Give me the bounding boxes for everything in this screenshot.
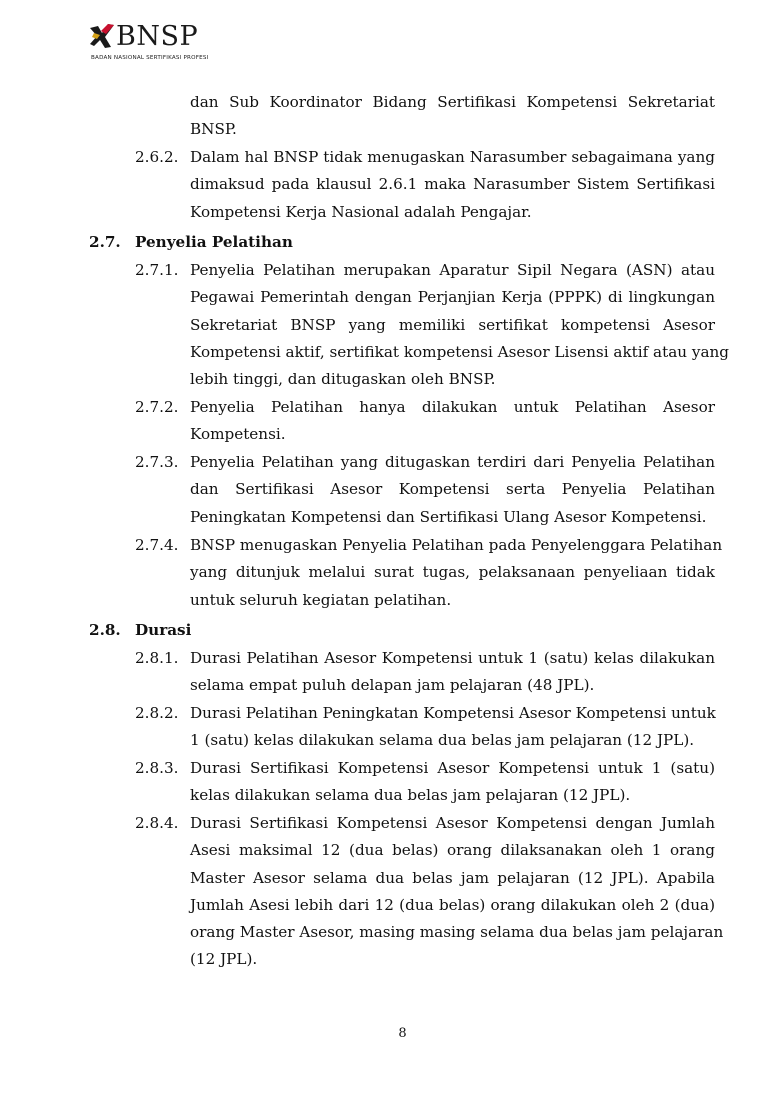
- item-number: 2.8.4.: [135, 814, 179, 832]
- text-line: Durasi Pelatihan Asesor Kompetensi untuk 1 (satu) kelas dilakukan: [190, 649, 715, 667]
- item-paragraph: [190, 645, 715, 700]
- text-line: kelas dilakukan selama dua belas jam pelajaran (12 JPL).: [190, 786, 631, 805]
- text-line: Pegawai Pemerintah dengan Perjanjian Kerja (PPPK) di lingkungan: [190, 288, 715, 307]
- text-line: Sekretariat BNSP yang memiliki sertifikat kompetensi Asesor: [190, 315, 715, 334]
- text-line: Kompetensi Kerja Nasional adalah Pengajar.: [190, 202, 532, 221]
- text-line: (12 JPL).: [190, 950, 258, 969]
- item-number: 2.8.2.: [135, 704, 179, 722]
- text-line: Jumlah Asesi lebih dari 12 (dua belas) orang dilakukan oleh 2 (dua): [190, 895, 715, 914]
- continuation-paragraph: [190, 89, 715, 144]
- page-number: 8: [398, 1026, 407, 1041]
- bnsp-emblem-icon: [88, 22, 116, 50]
- text-line: Durasi Sertifikasi Kompetensi Asesor Kompetensi untuk 1 (satu): [190, 759, 715, 777]
- text-line: Kompetensi.: [190, 425, 286, 444]
- text-line: Penyelia Pelatihan hanya dilakukan untuk Pelatihan Asesor: [190, 398, 715, 416]
- logo-wordmark: BNSP: [116, 21, 199, 52]
- section-number: 2.8.: [89, 621, 121, 639]
- text-line: Durasi Pelatihan Peningkatan Kompetensi Asesor Kompetensi untuk: [190, 704, 716, 722]
- logo-subtitle: BADAN NASIONAL SERTIFIKASI PROFESI: [91, 55, 209, 61]
- item-paragraph: [190, 144, 715, 226]
- text-line: Dalam hal BNSP tidak menugaskan Narasumber sebagaimana yang: [190, 148, 715, 166]
- section-number: 2.7.: [89, 233, 121, 251]
- text-line: dan Sertifikasi Asesor Kompetensi serta Penyelia Pelatihan: [190, 480, 715, 499]
- item-number: 2.6.2.: [135, 148, 179, 166]
- text-line: BNSP.: [190, 120, 237, 139]
- text-line: Penyelia Pelatihan yang ditugaskan terdiri dari Penyelia Pelatihan: [190, 453, 715, 471]
- text-line: dimaksud pada klausul 2.6.1 maka Narasumber Sistem Sertifikasi: [190, 175, 715, 194]
- item-paragraph: [190, 394, 715, 449]
- item-paragraph: [190, 700, 715, 755]
- item-paragraph: [190, 532, 723, 614]
- text-line: selama empat puluh delapan jam pelajaran (48 JPL).: [190, 676, 595, 695]
- item-paragraph: [190, 810, 724, 974]
- text-line: BNSP menugaskan Penyelia Pelatihan pada Penyelenggara Pelatihan: [190, 536, 723, 554]
- text-line: Penyelia Pelatihan merupakan Aparatur Sipil Negara (ASN) atau: [190, 261, 715, 279]
- text-line: Master Asesor selama dua belas jam pelajaran (12 JPL). Apabila: [190, 868, 715, 887]
- text-line: dan Sub Koordinator Bidang Sertifikasi Kompetensi Sekretariat: [190, 93, 715, 111]
- item-number: 2.7.3.: [135, 453, 179, 471]
- item-paragraph: [190, 257, 730, 393]
- item-paragraph: [190, 755, 715, 810]
- text-line: Durasi Sertifikasi Kompetensi Asesor Kompetensi dengan Jumlah: [190, 814, 715, 832]
- text-line: Asesi maksimal 12 (dua belas) orang dilaksanakan oleh 1 orang: [190, 841, 715, 860]
- item-number: 2.8.1.: [135, 649, 179, 667]
- item-number: 2.7.1.: [135, 261, 179, 279]
- section-title: Durasi: [135, 621, 192, 639]
- text-line: lebih tinggi, dan ditugaskan oleh BNSP.: [190, 370, 496, 389]
- item-paragraph: [190, 449, 715, 531]
- text-line: untuk seluruh kegiatan pelatihan.: [190, 590, 452, 609]
- text-line: yang ditunjuk melalui surat tugas, pelaksanaan penyeliaan tidak: [190, 563, 715, 582]
- bnsp-logo: [86, 20, 246, 66]
- text-line: Peningkatan Kompetensi dan Sertifikasi Ulang Asesor Kompetensi.: [190, 507, 707, 526]
- text-line: Kompetensi aktif, sertifikat kompetensi Asesor Lisensi aktif atau yang: [190, 342, 730, 361]
- item-number: 2.8.3.: [135, 759, 179, 777]
- item-number: 2.7.2.: [135, 398, 179, 416]
- item-number: 2.7.4.: [135, 536, 179, 554]
- section-title: Penyelia Pelatihan: [135, 233, 293, 251]
- text-line: orang Master Asesor, masing masing selama dua belas jam pelajaran: [190, 923, 724, 942]
- text-line: 1 (satu) kelas dilakukan selama dua belas jam pelajaran (12 JPL).: [190, 731, 695, 750]
